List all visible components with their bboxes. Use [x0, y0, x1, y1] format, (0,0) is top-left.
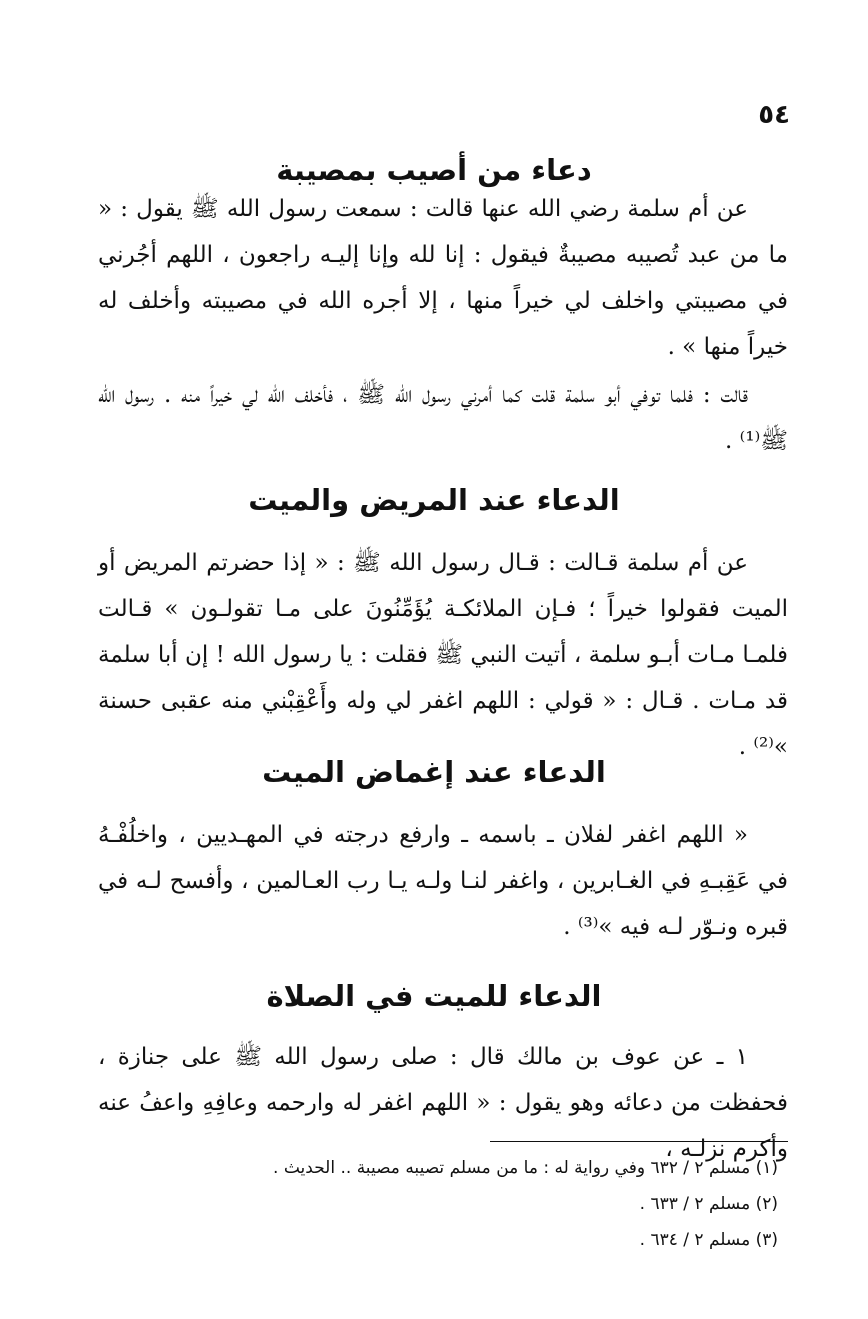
- paragraph-calamity-hadith: عن أم سلمة رضي الله عنها قالت : سمعت رسول الله ﷺ يقول : « ما من عبد تُصيبه مصيبةٌ فيقول : إنا لله وإنا إليـه راجعون ، اللهم أجُرني في مصيبتي واخلف لي خيراً منها ، إلا أجره الله في مصيبته وأخلف له خيراً منها » .: [98, 196, 788, 360]
- paragraph-calamity-narration: قالت : فلما توفي أبو سلمة قلت كما أمرني رسول الله ﷺ ، فأخلف الله لي خيراً منه . رسول الله ﷺ⁽¹⁾ .: [98, 382, 788, 454]
- section-heading-sick-and-dead: الدعاء عند المريض والميت: [248, 483, 620, 517]
- footnotes: [90, 1150, 778, 1258]
- footnote-1: (١) مسلم ٢ / ٦٣٢ وفي رواية له : ما من مسلم تصيبه مصيبة .. الحديث .: [273, 1158, 778, 1178]
- footnote-3: (٣) مسلم ٢ / ٦٣٤ .: [639, 1230, 778, 1250]
- footnote-2: (٢) مسلم ٢ / ٦٣٣ .: [639, 1194, 778, 1214]
- paragraph-funeral-prayer-hadith: ١ ـ عن عوف بن مالك قال : صلى رسول الله ﷺ على جنازة ، فحفظت من دعائه وهو يقول : « اللهم اغفر له وارحمه وعافِهِ واعفُ عنه وأكرم نزلـه ،: [98, 1044, 788, 1162]
- page-number: ٥٤: [758, 100, 790, 130]
- paragraph-closing-eyes-supplication: « اللهم اغفر لفلان ـ باسمه ـ وارفع درجته في المهـديين ، واخلُفْـهُ في عَقِبـهِ في الغـابرين ، واغفر لنـا ولـه يـا رب العـالمين ، وأفسح لـه في قبره ونـوّر لـه فيه »⁽³⁾ .: [98, 822, 788, 940]
- section-heading-calamity: دعاء من أصيب بمصيبة: [276, 153, 592, 187]
- section-heading-closing-eyes: الدعاء عند إغماض الميت: [262, 755, 606, 789]
- section-heading-funeral-prayer: الدعاء للميت في الصلاة: [266, 979, 602, 1013]
- footnote-separator: [490, 1141, 788, 1142]
- paragraph-sick-and-dead-hadith: عن أم سلمة قـالت : قـال رسول الله ﷺ : « إذا حضرتم المريض أو الميت فقولوا خيراً ؛ فـإن الملائكـة يُؤَمِّنُونَ على مـا تقولـون » قـالت فلمـا مـات أبـو سلمة ، أتيت النبي ﷺ فقلت : يا رسول الله ! إن أبا سلمة قد مـات . قـال : « قولي : اللهم اغفر لي وله وأَعْقِبْني منه عقبى حسنة »⁽²⁾ .: [98, 550, 788, 760]
